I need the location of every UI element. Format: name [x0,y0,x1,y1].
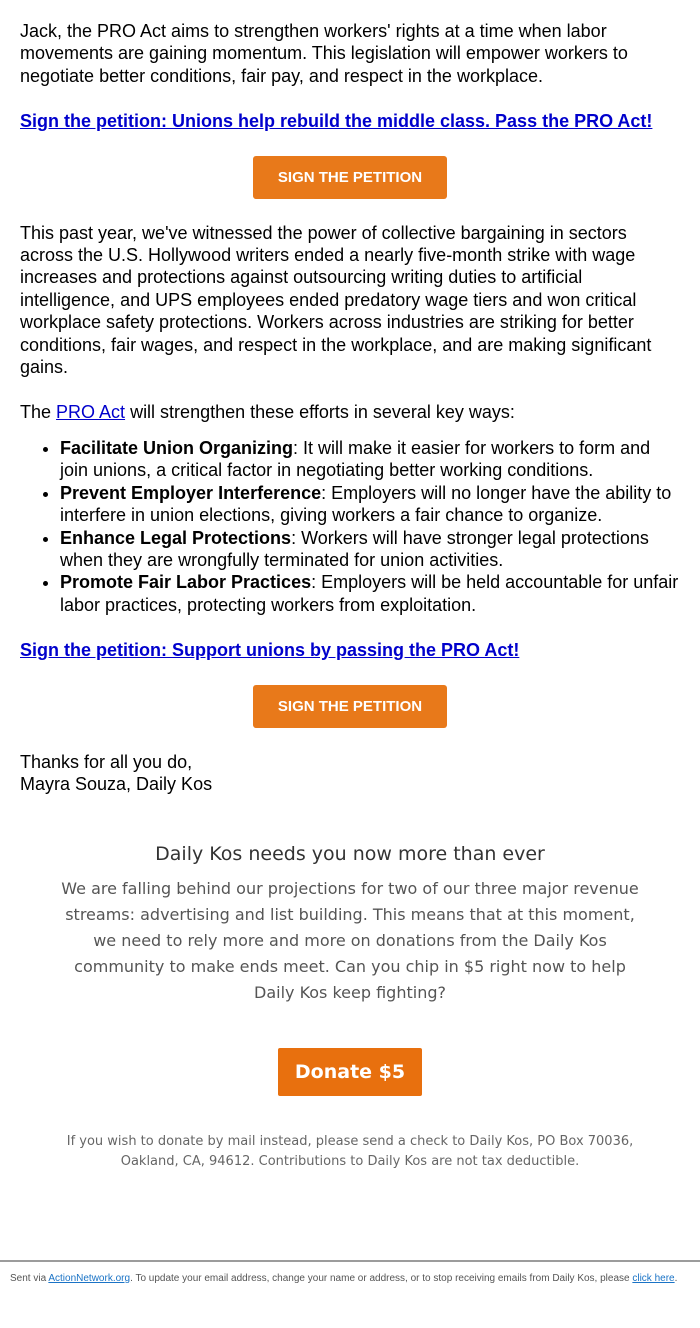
petition-button-wrap-1 [20,156,680,199]
email-footer [0,1260,700,1285]
signature: Mayra Souza, Daily Kos [20,773,213,794]
key-way-title: Enhance Legal Protections [60,527,292,548]
email-body [20,20,680,795]
appeal-heading: Daily Kos needs you now more than ever [155,843,545,865]
signoff-line: Thanks for all you do, [20,751,193,772]
key-way-text: : Employers will be held accountable for unfair labor practices, protecting workers from exploitation. [60,572,679,615]
mail-donation-note: If you wish to donate by mail instead, please send a check to Daily Kos, PO Box 70036, Oakland, CA, 94612. Contributions to Daily Kos are not tax deductible. [66,1134,634,1169]
appeal-body: We are falling behind our projections for two of our three major revenue streams: advertising and list building. This means that at this moment, we need to rely more and more on donations from the Daily Kos community to make ends meet. Can you chip in $5 right now to help Daily Kos keep fighting? [61,879,639,1002]
petition-link-1[interactable]: Sign the petition: Unions help rebuild the middle class. Pass the PRO Act! [20,111,653,132]
key-ways-prefix: The [20,402,57,423]
intro-paragraph: Jack, the PRO Act aims to strengthen workers' rights at a time when labor movements are gaining momentum. This legislation will empower workers to negotiate better conditions, fair pay, and respect in the workplace. [20,21,628,86]
action-network-link[interactable]: ActionNetwork.org [48,1273,131,1284]
key-way-title: Facilitate Union Organizing [60,437,294,458]
footer-end: . [674,1273,678,1284]
list-item [60,571,680,616]
donation-appeal [60,842,640,1172]
key-way-text: : Employers will no longer have the ability to interfere in union elections, giving workers a fair chance to organize. [60,482,672,526]
petition-link-paragraph-1 [20,110,680,132]
key-way-text: : Workers will have stronger legal protections when they are wrongfully terminated for union activities. [60,527,649,570]
key-way-text: : It will make it easier for workers to form and join unions, a critical factor in negotiating better working conditions. [60,437,651,481]
key-way-title: Promote Fair Labor Practices [60,572,312,593]
click-here-link[interactable]: click here [632,1273,675,1284]
key-ways-suffix: will strengthen these efforts in several key ways: [125,402,515,423]
key-ways-list [20,437,680,616]
petition-button-wrap-2 [20,685,680,728]
list-item [60,482,680,527]
signoff [20,751,680,796]
donate-button-wrap [60,1048,640,1096]
donate-button[interactable]: Donate $5 [278,1048,422,1096]
sign-petition-button-1[interactable]: SIGN THE PETITION [253,156,447,199]
footer-update-text: . To update your email address, change your name or address, or to stop receiving emails from Daily Kos, please [130,1273,633,1284]
pro-act-link[interactable]: PRO Act [56,402,126,423]
sign-petition-button-2[interactable]: SIGN THE PETITION [253,685,447,728]
petition-link-2[interactable]: Sign the petition: Support unions by passing the PRO Act! [20,640,520,661]
list-item [60,437,680,482]
footer-sent-via: Sent via [10,1273,49,1284]
key-ways-intro [20,401,680,423]
key-way-title: Prevent Employer Interference [60,482,322,503]
list-item [60,527,680,572]
past-year-paragraph: This past year, we've witnessed the power of collective bargaining in sectors across the U.S. Hollywood writers ended a nearly five-month strike with wage increases and protections against outsourcing writing duties to artificial intelligence, and UPS employees ended predatory wage tiers and won critical workplace safety protections. Workers across industries are striking for better conditions, fair wages, and respect in the workplace, and are making significant gains. [20,222,652,378]
petition-link-paragraph-2 [20,639,680,661]
